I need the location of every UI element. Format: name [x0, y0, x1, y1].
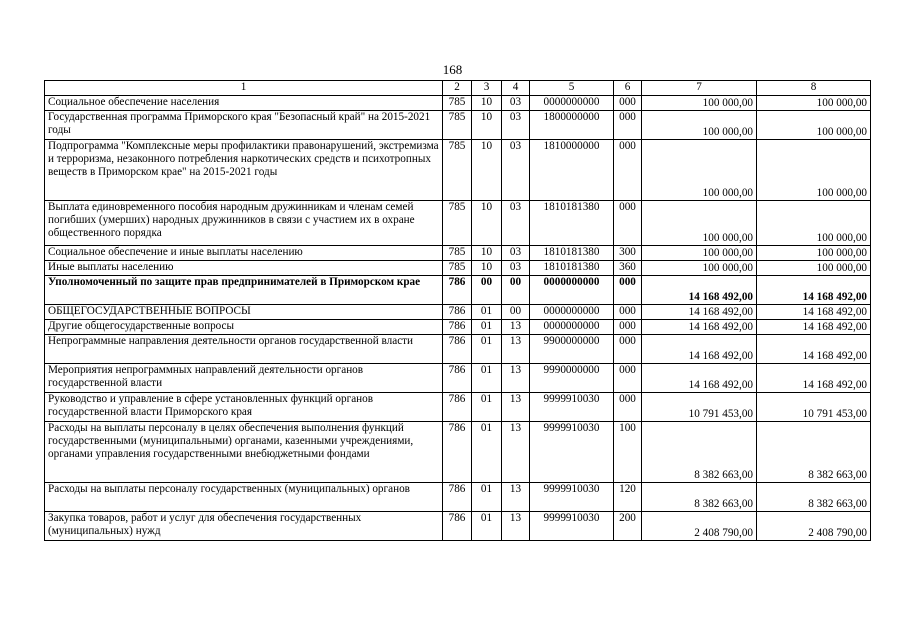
budget-table	[44, 80, 871, 541]
row-code-expense-type: 000	[614, 364, 642, 393]
row-code-subsection: 13	[502, 393, 530, 422]
row-name: Расходы на выплаты персоналу государственных (муниципальных) органов	[45, 483, 443, 512]
row-code-ministry: 785	[443, 111, 472, 140]
row-amount-col7: 10 791 453,00	[642, 393, 757, 422]
row-code-section: 01	[472, 483, 502, 512]
row-amount-col8: 8 382 663,00	[757, 422, 871, 483]
row-amount-col7: 100 000,00	[642, 140, 757, 201]
row-code-ministry: 786	[443, 320, 472, 335]
row-amount-col8: 100 000,00	[757, 261, 871, 276]
row-code-target: 0000000000	[530, 96, 614, 111]
row-code-ministry: 786	[443, 364, 472, 393]
column-header: 6	[614, 81, 642, 96]
row-code-section: 01	[472, 512, 502, 541]
row-amount-col8: 14 168 492,00	[757, 276, 871, 305]
row-code-ministry: 785	[443, 261, 472, 276]
row-code-section: 10	[472, 201, 502, 246]
row-code-subsection: 13	[502, 335, 530, 364]
row-amount-col8: 100 000,00	[757, 246, 871, 261]
row-amount-col7: 8 382 663,00	[642, 422, 757, 483]
row-code-ministry: 786	[443, 305, 472, 320]
row-code-target: 9900000000	[530, 335, 614, 364]
row-code-target: 9999910030	[530, 512, 614, 541]
row-code-expense-type: 000	[614, 111, 642, 140]
row-name: Другие общегосударственные вопросы	[45, 320, 443, 335]
row-code-expense-type: 200	[614, 512, 642, 541]
row-code-target: 9999910030	[530, 483, 614, 512]
row-code-subsection: 13	[502, 364, 530, 393]
row-name: Руководство и управление в сфере установленных функций органов государственной власти Приморского края	[45, 393, 443, 422]
row-amount-col7: 14 168 492,00	[642, 305, 757, 320]
column-header: 7	[642, 81, 757, 96]
row-name: Иные выплаты населению	[45, 261, 443, 276]
row-code-target: 1810000000	[530, 140, 614, 201]
row-code-section: 10	[472, 246, 502, 261]
row-code-expense-type: 000	[614, 320, 642, 335]
row-code-expense-type: 360	[614, 261, 642, 276]
row-code-target: 1810181380	[530, 246, 614, 261]
table-row	[45, 512, 871, 541]
table-row	[45, 111, 871, 140]
row-code-subsection: 13	[502, 422, 530, 483]
row-code-subsection: 00	[502, 276, 530, 305]
column-header: 3	[472, 81, 502, 96]
row-code-subsection: 03	[502, 246, 530, 261]
row-code-expense-type: 000	[614, 140, 642, 201]
row-code-subsection: 03	[502, 111, 530, 140]
row-code-section: 01	[472, 393, 502, 422]
row-code-section: 01	[472, 320, 502, 335]
row-code-section: 10	[472, 111, 502, 140]
row-code-section: 10	[472, 140, 502, 201]
row-code-ministry: 786	[443, 393, 472, 422]
row-amount-col8: 10 791 453,00	[757, 393, 871, 422]
table-row	[45, 335, 871, 364]
row-code-subsection: 00	[502, 305, 530, 320]
table-row	[45, 483, 871, 512]
row-code-section: 00	[472, 276, 502, 305]
row-code-subsection: 03	[502, 140, 530, 201]
row-code-subsection: 13	[502, 512, 530, 541]
table-row	[45, 364, 871, 393]
table-row	[45, 201, 871, 246]
row-code-ministry: 785	[443, 140, 472, 201]
table-row	[45, 96, 871, 111]
row-name: Социальное обеспечение населения	[45, 96, 443, 111]
row-code-ministry: 785	[443, 201, 472, 246]
row-code-section: 01	[472, 364, 502, 393]
row-amount-col8: 14 168 492,00	[757, 364, 871, 393]
row-amount-col8: 100 000,00	[757, 96, 871, 111]
table-row	[45, 246, 871, 261]
row-amount-col7: 14 168 492,00	[642, 276, 757, 305]
row-amount-col7: 100 000,00	[642, 261, 757, 276]
row-code-target: 0000000000	[530, 305, 614, 320]
row-amount-col8: 2 408 790,00	[757, 512, 871, 541]
table-row	[45, 276, 871, 305]
row-code-expense-type: 000	[614, 305, 642, 320]
row-amount-col8: 14 168 492,00	[757, 305, 871, 320]
row-name: Социальное обеспечение и иные выплаты населению	[45, 246, 443, 261]
row-amount-col7: 100 000,00	[642, 246, 757, 261]
row-code-expense-type: 300	[614, 246, 642, 261]
row-code-expense-type: 000	[614, 335, 642, 364]
row-code-ministry: 786	[443, 422, 472, 483]
row-code-expense-type: 000	[614, 393, 642, 422]
table-header-row	[45, 81, 871, 96]
row-code-ministry: 786	[443, 335, 472, 364]
row-code-target: 9999910030	[530, 393, 614, 422]
row-code-ministry: 785	[443, 96, 472, 111]
row-code-ministry: 786	[443, 276, 472, 305]
row-code-section: 01	[472, 335, 502, 364]
row-code-ministry: 786	[443, 512, 472, 541]
row-name: Закупка товаров, работ и услуг для обеспечения государственных (муниципальных) нужд	[45, 512, 443, 541]
row-code-target: 0000000000	[530, 276, 614, 305]
row-code-subsection: 13	[502, 320, 530, 335]
row-amount-col7: 100 000,00	[642, 111, 757, 140]
row-code-subsection: 03	[502, 201, 530, 246]
row-code-section: 10	[472, 96, 502, 111]
row-name: Расходы на выплаты персоналу в целях обеспечения выполнения функций государственными (муниципальными) органами, казенными учреждениями, органами управления государственными внебюджетными фондами	[45, 422, 443, 483]
row-amount-col8: 100 000,00	[757, 201, 871, 246]
table-row	[45, 305, 871, 320]
row-code-target: 1810181380	[530, 201, 614, 246]
table-row	[45, 422, 871, 483]
row-code-expense-type: 120	[614, 483, 642, 512]
row-code-target: 1810181380	[530, 261, 614, 276]
table-row	[45, 320, 871, 335]
row-amount-col7: 8 382 663,00	[642, 483, 757, 512]
row-code-subsection: 13	[502, 483, 530, 512]
row-code-subsection: 03	[502, 261, 530, 276]
row-amount-col7: 14 168 492,00	[642, 364, 757, 393]
row-code-section: 01	[472, 305, 502, 320]
row-code-target: 9999910030	[530, 422, 614, 483]
row-amount-col8: 100 000,00	[757, 140, 871, 201]
row-name: ОБЩЕГОСУДАРСТВЕННЫЕ ВОПРОСЫ	[45, 305, 443, 320]
column-header: 8	[757, 81, 871, 96]
row-code-target: 9990000000	[530, 364, 614, 393]
row-name: Государственная программа Приморского края "Безопасный край" на 2015-2021 годы	[45, 111, 443, 140]
row-amount-col7: 14 168 492,00	[642, 320, 757, 335]
row-code-expense-type: 100	[614, 422, 642, 483]
row-code-expense-type: 000	[614, 96, 642, 111]
row-amount-col8: 100 000,00	[757, 111, 871, 140]
row-amount-col7: 100 000,00	[642, 201, 757, 246]
row-amount-col7: 14 168 492,00	[642, 335, 757, 364]
row-code-target: 0000000000	[530, 320, 614, 335]
row-name: Мероприятия непрограммных направлений деятельности органов государственной власти	[45, 364, 443, 393]
table-row	[45, 261, 871, 276]
row-amount-col8: 14 168 492,00	[757, 335, 871, 364]
row-name: Подпрограмма "Комплексные меры профилактики правонарушений, экстремизма и терроризма, незаконного потребления наркотических средств и психотропных веществ в Приморском крае" на 2015-2021 годы	[45, 140, 443, 201]
column-header: 5	[530, 81, 614, 96]
table-row	[45, 393, 871, 422]
row-code-section: 10	[472, 261, 502, 276]
row-code-ministry: 786	[443, 483, 472, 512]
table-row	[45, 140, 871, 201]
row-code-ministry: 785	[443, 246, 472, 261]
row-code-expense-type: 000	[614, 276, 642, 305]
row-code-section: 01	[472, 422, 502, 483]
page-number: 168	[442, 62, 463, 77]
row-amount-col8: 8 382 663,00	[757, 483, 871, 512]
column-header: 1	[45, 81, 443, 96]
row-code-subsection: 03	[502, 96, 530, 111]
column-header: 2	[443, 81, 472, 96]
row-code-target: 1800000000	[530, 111, 614, 140]
column-header: 4	[502, 81, 530, 96]
row-amount-col8: 14 168 492,00	[757, 320, 871, 335]
row-name: Выплата единовременного пособия народным дружинникам и членам семей погибших (умерших) народных дружинников в связи с участием их в охране общественного порядка	[45, 201, 443, 246]
row-amount-col7: 100 000,00	[642, 96, 757, 111]
row-name: Уполномоченный по защите прав предпринимателей в Приморском крае	[45, 276, 443, 305]
row-amount-col7: 2 408 790,00	[642, 512, 757, 541]
row-name: Непрограммные направления деятельности органов государственной власти	[45, 335, 443, 364]
row-code-expense-type: 000	[614, 201, 642, 246]
